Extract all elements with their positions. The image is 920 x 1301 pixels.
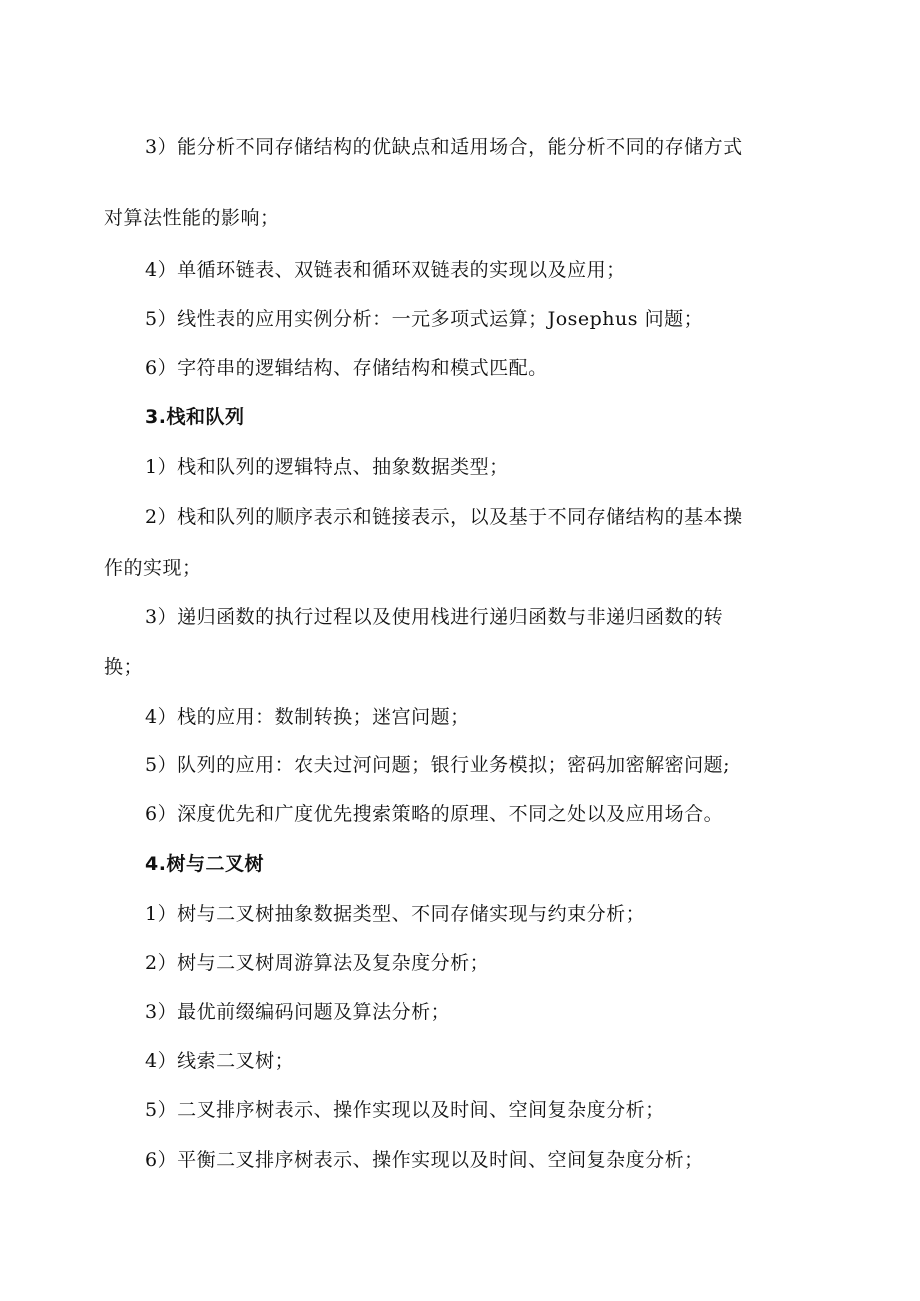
list-item: 2）树与二叉树周游算法及复杂度分析； — [145, 952, 490, 974]
list-item: 5）二叉排序树表示、操作实现以及时间、空间复杂度分析； — [145, 1099, 665, 1121]
list-item: 6）平衡二叉排序树表示、操作实现以及时间、空间复杂度分析； — [145, 1149, 704, 1171]
list-item: 4）单循环链表、双链表和循环双链表的实现以及应用； — [145, 259, 626, 281]
list-item: 2）栈和队列的顺序表示和链接表示，以及基于不同存储结构的基本操 — [145, 506, 743, 528]
list-item: 4）栈的应用：数制转换；迷宫问题； — [145, 706, 470, 728]
list-item-continuation: 换； — [104, 656, 144, 678]
list-item: 5）队列的应用：农夫过河问题；银行业务模拟；密码加密解密问题; — [145, 754, 730, 776]
list-item: 5）线性表的应用实例分析：一元多项式运算；Josephus 问题； — [145, 308, 704, 330]
paragraph-line: 对算法性能的影响； — [104, 207, 280, 229]
list-item: 6）深度优先和广度优先搜索策略的原理、不同之处以及应用场合。 — [145, 803, 724, 825]
list-item-continuation: 作的实现； — [104, 557, 202, 579]
section-heading: 4.树与二叉树 — [145, 853, 264, 875]
list-item: 1）树与二叉树抽象数据类型、不同存储实现与约束分析； — [145, 903, 646, 925]
list-item: 1）栈和队列的逻辑特点、抽象数据类型； — [145, 456, 509, 478]
paragraph-line: 3）能分析不同存储结构的优缺点和适用场合，能分析不同的存储方式 — [145, 136, 743, 158]
list-item: 3）最优前缀编码问题及算法分析； — [145, 1001, 451, 1023]
list-item: 4）线索二叉树； — [145, 1050, 295, 1072]
list-item: 3）递归函数的执行过程以及使用栈进行递归函数与非递归函数的转 — [145, 606, 724, 628]
section-heading: 3.栈和队列 — [145, 406, 245, 428]
list-item: 6）字符串的逻辑结构、存储结构和模式匹配。 — [145, 357, 548, 379]
